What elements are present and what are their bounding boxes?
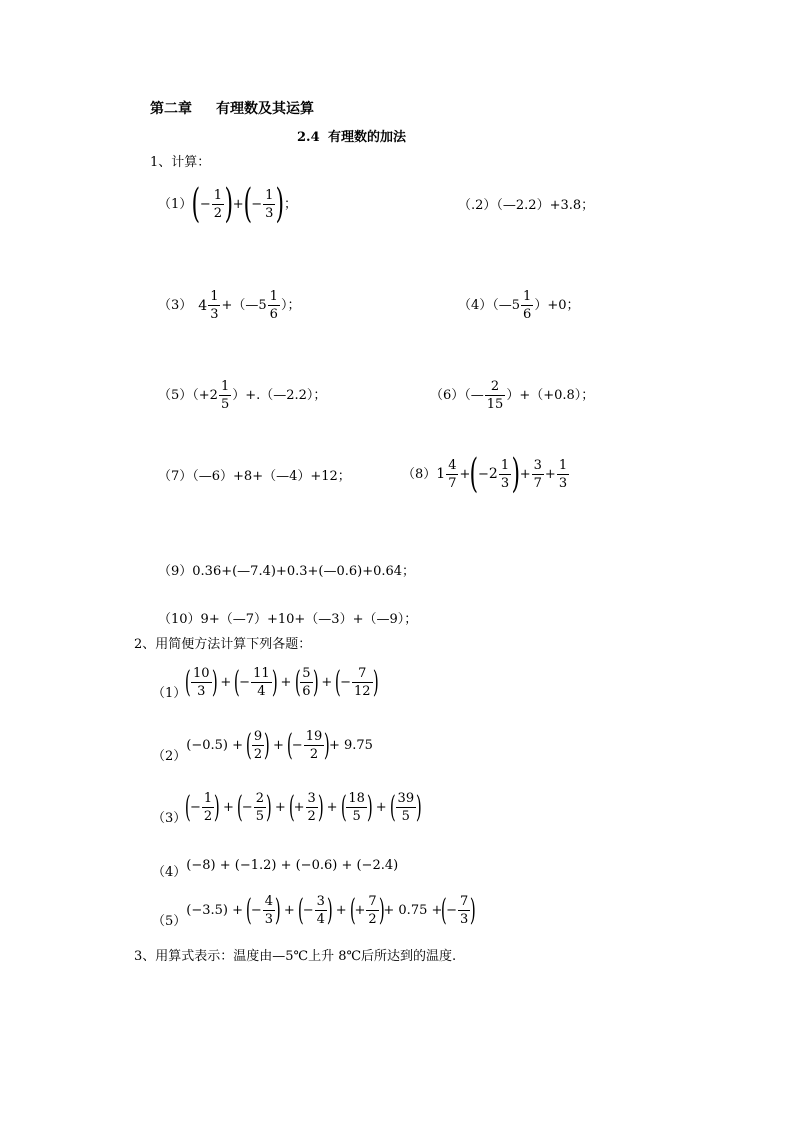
suffix-text: ）+0； [534, 298, 580, 313]
term: + 9.75 [328, 738, 373, 753]
fraction: $\frac{7}{3}$ [460, 894, 469, 927]
q1-problem-4 [458, 290, 580, 321]
question-2-label: 2、用简便方法计算下列各题： [134, 637, 312, 652]
fraction: $\frac{3}{2}$ [307, 791, 316, 824]
problem-number: （4） [152, 865, 187, 880]
fraction: $\frac{11}{4}$ [253, 666, 270, 699]
fraction: $\frac{9}{2}$ [253, 729, 263, 762]
paren-close: ) [511, 451, 521, 497]
suffix-text: ）+.（—2.2）； [232, 388, 327, 403]
fraction: $\frac{10}{3}$ [193, 666, 210, 699]
term: (−0.5) [186, 738, 228, 753]
paren-close: ) [275, 181, 285, 227]
problem-number: （1） [152, 686, 187, 701]
whole-part: 4 [198, 297, 208, 314]
fraction: $\frac{18}{5}$ [348, 791, 365, 824]
fraction: $\frac{1}{5}$ [220, 379, 230, 412]
fraction: $\frac{2}{15}$ [486, 379, 504, 412]
q2-problem-1: （1） ( $\frac{10}{3}$ ) + ( − $\frac{11}{4}$ ) + ( $\frac{5}{6}$ ) + ( − $\frac{7}{12}$ ) [152, 664, 379, 701]
term: + 0.75 + [383, 903, 443, 918]
fraction: $\frac{5}{6}$ [302, 666, 311, 699]
paren-open: ( [185, 664, 192, 700]
semicolon: ； [284, 196, 298, 212]
fraction: $\frac{3}{4}$ [316, 894, 325, 927]
question-3: 3、用算式表示：温度由—5℃上升 8℃后所达到的温度. [134, 949, 457, 964]
fraction: $\frac{4}{3}$ [264, 894, 274, 927]
q1-problem-6 [430, 380, 594, 411]
whole-part: 2 [488, 466, 498, 482]
fraction: $\frac{7}{2}$ [368, 894, 377, 927]
problem-number: （2） [152, 749, 187, 764]
prefix-text: （4）（—5 [458, 298, 521, 313]
suffix-text: ）； [280, 298, 301, 313]
problem-number: （8） [402, 466, 437, 482]
fraction: $\frac{19}{2}$ [305, 729, 323, 762]
q1-problem-9: （9）0.36+(—7.4)+0.3+(—0.6)+0.64； [158, 564, 416, 579]
fraction: $\frac{1}{3}$ [210, 289, 219, 322]
q2-problem-2: （2） (−0.5) + ( $\frac{9}{2}$ ) + ( − $\frac{19}{2}$ ) + 9.75 [152, 727, 373, 764]
expression: (−8) + (−1.2) + (−0.6) + (−2.4) [186, 858, 399, 873]
q1-problem-10: （10）9+（—7）+10+（—3）+（—9）； [158, 612, 418, 627]
q1-problem-1: （1） ( − $\frac{1}{2}$ ) + ( − $\frac{1}{3}$ ) ； [158, 181, 298, 227]
suffix-text: ）+（+0.8）； [506, 388, 595, 403]
fraction: $\frac{1}{2}$ [203, 791, 213, 824]
q2-problem-4 [152, 852, 398, 879]
fraction: $\frac{39}{5}$ [397, 791, 415, 824]
question-1-label: 1、计算： [150, 155, 211, 170]
section-title: 有理数的加法 [328, 130, 407, 145]
chapter-label: 第二章 [150, 101, 192, 117]
paren-close: ) [224, 181, 234, 227]
problem-number: （3） [152, 811, 187, 826]
fraction: $\frac{2}{5}$ [255, 791, 264, 824]
fraction: $\frac{7}{12}$ [354, 666, 371, 699]
fraction: $\frac{1}{3}$ [500, 457, 510, 491]
problem-number: （5） [152, 914, 187, 929]
operator-text: +（—5 [221, 298, 267, 313]
fraction: $\frac{1}{2}$ [213, 187, 223, 221]
fraction: $\frac{4}{7}$ [448, 457, 457, 491]
fraction: $\frac{1}{3}$ [558, 457, 568, 491]
problem-number: （1） [158, 196, 193, 212]
term: (−3.5) [186, 903, 228, 918]
prefix-text: （6）（— [430, 388, 484, 403]
paren-close: ) [211, 664, 218, 700]
q2-problem-5: （5） (−3.5) + ( − $\frac{4}{3}$ ) + ( − $\frac{3}{4}$ ) + ( + $\frac{7}{2}$ ) + 0.75 + ( − $\frac{7}{3}$ ) [152, 892, 477, 929]
q1-problem-8: （8） 1 $\frac{4}{7}$ + ( − 2 $\frac{1}{3}$ ) + $\frac{3}{7}$ + $\frac{1}{3}$ [402, 451, 568, 497]
q2-problem-3: （3） ( − $\frac{1}{2}$ ) + ( − $\frac{2}{5}$ ) + ( + $\frac{3}{2}$ ) + ( $\frac{18}{5}$ ) + ( $\frac{39}{5}$ ) [152, 789, 422, 826]
paren-open: ( [191, 181, 201, 227]
q1-problem-3 [158, 290, 300, 321]
q1-problem-5 [158, 380, 326, 411]
q1-problem-2: （.2）（—2.2）+3.8； [458, 198, 595, 213]
chapter-title: 有理数及其运算 [216, 101, 314, 117]
q1-problem-7: （7）（—6）+8+（—4）+12； [158, 469, 351, 484]
prefix-text: （5）（+2 [158, 388, 218, 403]
fraction: $\frac{1}{3}$ [265, 187, 274, 221]
fraction: $\frac{3}{7}$ [533, 457, 542, 491]
whole-part: 1 [436, 466, 446, 482]
paren-open: ( [243, 181, 252, 227]
fraction: $\frac{1}{6}$ [269, 289, 278, 322]
section-number: 2.4 [297, 130, 320, 145]
fraction: $\frac{1}{6}$ [523, 289, 532, 322]
paren-open: ( [469, 451, 479, 497]
problem-number: （3） [158, 298, 193, 313]
